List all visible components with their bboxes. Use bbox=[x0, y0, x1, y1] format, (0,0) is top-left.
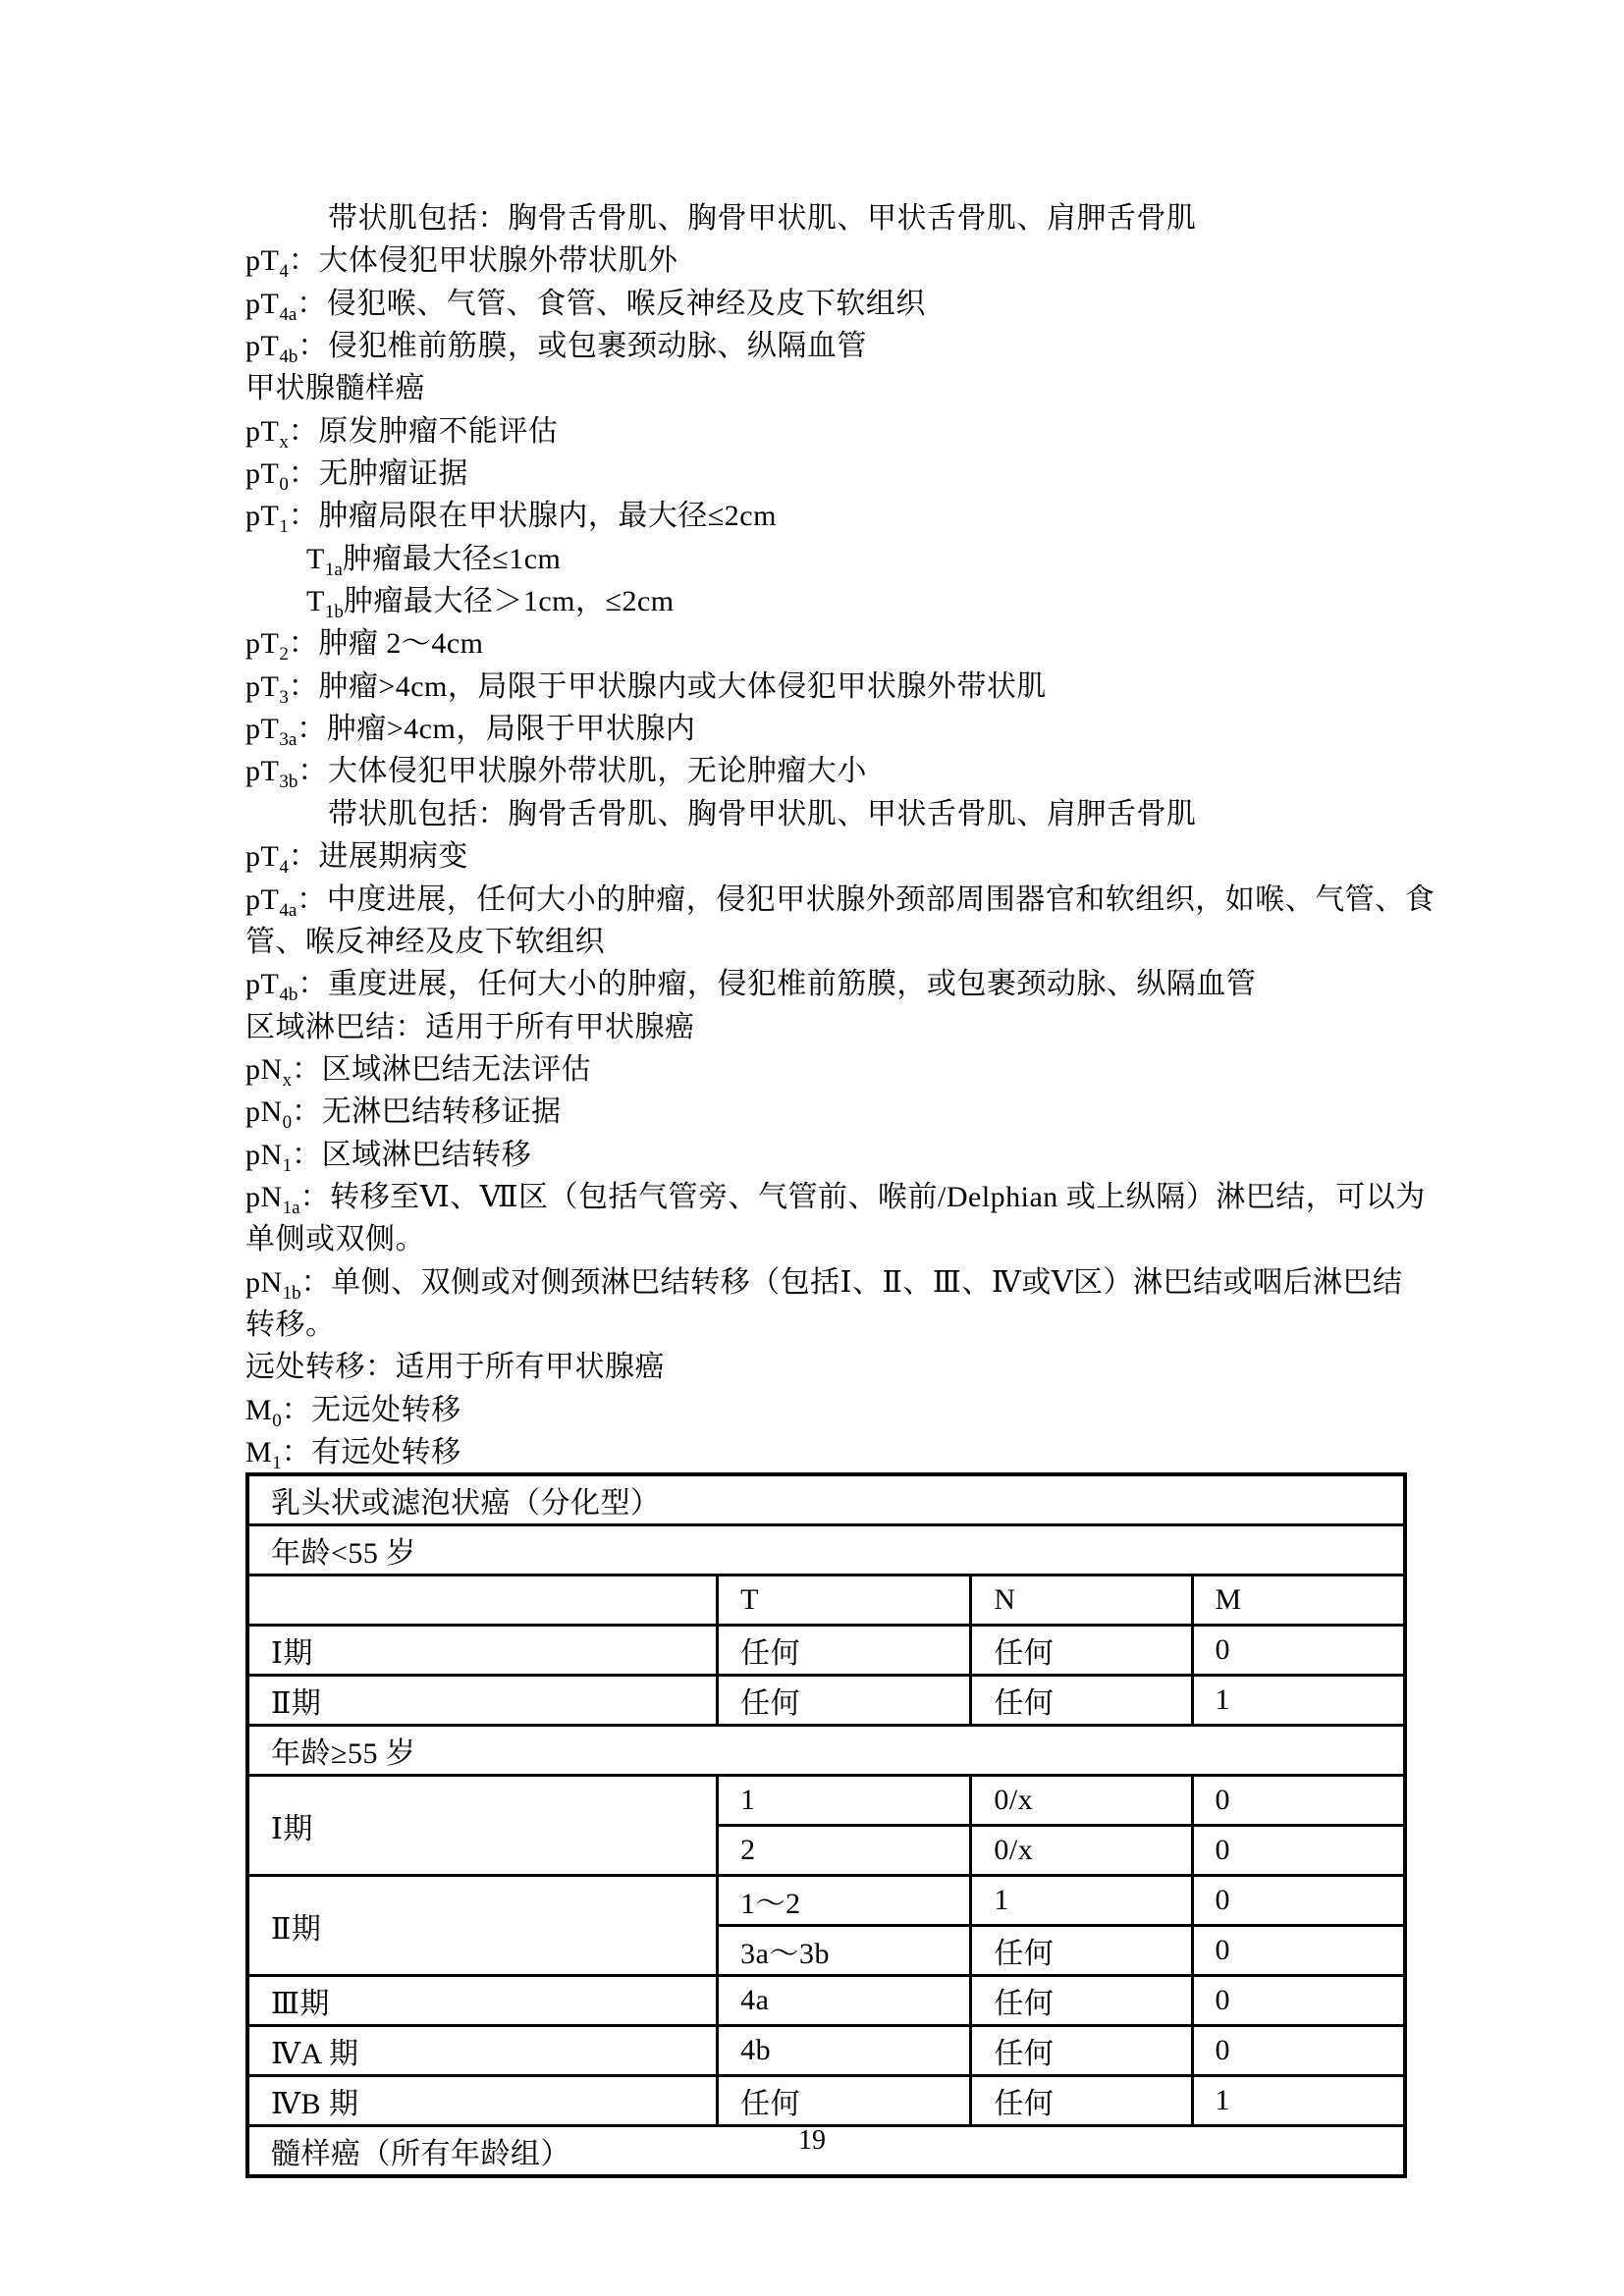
section-row bbox=[247, 1525, 1405, 1575]
line-text: ：大体侵犯甲状腺外带状肌，无论肿瘤大小 bbox=[298, 755, 867, 788]
column-header-row bbox=[247, 1575, 1405, 1626]
line-text: 转移。 bbox=[245, 1308, 336, 1341]
text-line bbox=[245, 580, 1414, 622]
n-value-cell: 1 bbox=[971, 1876, 1192, 1926]
text-line bbox=[245, 750, 1414, 792]
term-prefix: pT bbox=[245, 840, 280, 874]
term-subscript: x bbox=[282, 1069, 293, 1091]
t-value-cell: 任何 bbox=[718, 2076, 971, 2126]
n-value-cell: 任何 bbox=[971, 1926, 1192, 1976]
line-text: ：区域淋巴结无法评估 bbox=[292, 1052, 592, 1086]
term-subscript: 1 bbox=[279, 516, 289, 538]
term-prefix: T bbox=[306, 542, 325, 575]
term-subscript: 1 bbox=[272, 1452, 282, 1473]
line-text: 肿瘤最大径＞1cm，≤2cm bbox=[343, 585, 675, 618]
text-line bbox=[245, 240, 1414, 282]
n-value-cell: 任何 bbox=[971, 1676, 1192, 1726]
line-text: ：进展期病变 bbox=[288, 840, 468, 874]
line-text: 管、喉反神经及皮下软组织 bbox=[245, 925, 605, 958]
column-header-cell: N bbox=[971, 1575, 1192, 1626]
term-subscript: 4b bbox=[279, 985, 298, 1006]
n-value-cell: 0/x bbox=[971, 1826, 1192, 1876]
term-subscript: 1 bbox=[282, 1154, 293, 1176]
term-subscript: 4 bbox=[279, 261, 289, 283]
n-value-cell: 任何 bbox=[971, 1626, 1192, 1676]
text-line bbox=[245, 1389, 1414, 1431]
term-subscript: 4a bbox=[279, 303, 298, 325]
text-line bbox=[245, 835, 1414, 878]
text-line bbox=[245, 1261, 1414, 1304]
column-header-cell: T bbox=[718, 1575, 971, 1626]
term-prefix: M bbox=[245, 1435, 273, 1468]
term-prefix: pT bbox=[245, 500, 280, 533]
m-value-cell: 0 bbox=[1192, 2026, 1405, 2076]
staging-table bbox=[245, 1472, 1407, 2178]
line-text: ：有远处转移 bbox=[281, 1435, 461, 1468]
line-text: ：原发肿瘤不能评估 bbox=[288, 414, 559, 448]
data-row bbox=[247, 1676, 1405, 1726]
term-prefix: T bbox=[306, 585, 325, 618]
term-prefix: pN bbox=[245, 1180, 283, 1213]
t-value-cell: 1～2 bbox=[718, 1876, 971, 1926]
line-text: ：单侧、双侧或对侧颈淋巴结转移（包括Ⅰ、Ⅱ、Ⅲ、Ⅳ或Ⅴ区）淋巴结或咽后淋巴结 bbox=[300, 1265, 1403, 1299]
data-row bbox=[247, 2026, 1405, 2076]
m-value-cell: 0 bbox=[1192, 1776, 1405, 1826]
text-line bbox=[245, 325, 1414, 367]
m-value-cell: 1 bbox=[1192, 2076, 1405, 2126]
text-line bbox=[245, 1431, 1414, 1473]
text-line bbox=[245, 283, 1414, 325]
n-value-cell: 任何 bbox=[971, 1976, 1192, 2026]
n-value-cell: 0/x bbox=[971, 1776, 1192, 1826]
text-line bbox=[245, 538, 1414, 580]
m-value-cell: 0 bbox=[1192, 1876, 1405, 1926]
stage-cell: ⅣA 期 bbox=[247, 2026, 718, 2076]
text-line bbox=[245, 921, 1414, 963]
term-prefix: M bbox=[245, 1393, 273, 1426]
line-text: ：无肿瘤证据 bbox=[288, 457, 468, 491]
line-text: 甲状腺髓样癌 bbox=[245, 372, 425, 405]
data-row bbox=[247, 1976, 1405, 2026]
term-subscript: 1a bbox=[324, 559, 343, 580]
term-prefix: pN bbox=[245, 1095, 283, 1129]
text-line bbox=[245, 793, 1414, 835]
m-value-cell: 0 bbox=[1192, 1926, 1405, 1976]
line-text: 肿瘤最大径≤1cm bbox=[342, 542, 562, 575]
term-subscript: 4a bbox=[279, 899, 298, 921]
t-value-cell: 任何 bbox=[718, 1626, 971, 1676]
term-prefix: pT bbox=[245, 244, 280, 278]
line-text: ：侵犯喉、气管、食管、喉反神经及皮下软组织 bbox=[297, 287, 926, 320]
m-value-cell: 1 bbox=[1192, 1676, 1405, 1726]
section-label-cell: 髓样癌（所有年龄组） bbox=[247, 2126, 1405, 2177]
term-prefix: pT bbox=[245, 414, 280, 448]
term-subscript: x bbox=[279, 431, 289, 453]
term-subscript: 0 bbox=[279, 474, 289, 496]
line-text: ：重度进展，任何大小的肿瘤，侵犯椎前筋膜，或包裹颈动脉、纵隔血管 bbox=[298, 968, 1257, 1001]
stage-cell: Ⅰ期 bbox=[247, 1626, 718, 1676]
line-text: ：肿瘤>4cm，局限于甲状腺内或大体侵犯甲状腺外带状肌 bbox=[288, 669, 1047, 703]
line-text: ：大体侵犯甲状腺外带状肌外 bbox=[288, 244, 678, 278]
text-line bbox=[245, 1048, 1414, 1091]
line-text: 区域淋巴结：适用于所有甲状腺癌 bbox=[245, 1010, 695, 1043]
line-text: ：肿瘤 2～4cm bbox=[288, 627, 484, 661]
text-line bbox=[245, 495, 1414, 537]
stage-cell: Ⅱ期 bbox=[247, 1876, 718, 1976]
term-prefix: pT bbox=[245, 330, 280, 363]
text-line bbox=[245, 622, 1414, 665]
section-row bbox=[247, 1474, 1405, 1525]
page-number: 19 bbox=[798, 2125, 826, 2156]
line-text: ：肿瘤>4cm，局限于甲状腺内 bbox=[297, 713, 696, 746]
line-text: ：无远处转移 bbox=[281, 1393, 461, 1426]
text-line bbox=[245, 1091, 1414, 1133]
m-value-cell: 0 bbox=[1192, 1626, 1405, 1676]
stage-cell: Ⅱ期 bbox=[247, 1676, 718, 1726]
term-prefix: pT bbox=[245, 627, 280, 661]
column-header-cell bbox=[247, 1575, 718, 1626]
line-text: ：无淋巴结转移证据 bbox=[292, 1095, 562, 1129]
term-subscript: 0 bbox=[282, 1112, 293, 1134]
text-line bbox=[245, 879, 1435, 921]
data-row bbox=[247, 1776, 1405, 1826]
text-line bbox=[245, 1176, 1426, 1218]
term-prefix: pT bbox=[245, 968, 280, 1001]
term-subscript: 4 bbox=[279, 857, 289, 879]
t-value-cell: 4a bbox=[718, 1976, 971, 2026]
term-subscript: 3a bbox=[279, 729, 298, 751]
line-text: 单侧或双侧。 bbox=[245, 1223, 425, 1256]
term-subscript: 4b bbox=[279, 347, 298, 368]
text-line bbox=[245, 1304, 1414, 1346]
t-value-cell: 4b bbox=[718, 2026, 971, 2076]
section-row bbox=[247, 1726, 1405, 1776]
m-value-cell: 0 bbox=[1192, 1976, 1405, 2026]
t-value-cell: 2 bbox=[718, 1826, 971, 1876]
line-text: ：转移至Ⅵ、Ⅶ区（包括气管旁、气管前、喉前/Delphian 或上纵隔）淋巴结，可以为 bbox=[299, 1180, 1426, 1213]
term-subscript: 0 bbox=[272, 1410, 282, 1431]
tnm-staging-definitions bbox=[245, 197, 1435, 1473]
text-line bbox=[245, 197, 1414, 240]
text-line bbox=[245, 1346, 1414, 1388]
term-subscript: 3 bbox=[279, 686, 289, 708]
stage-cell: Ⅲ期 bbox=[247, 1976, 718, 2026]
text-line bbox=[245, 1134, 1414, 1176]
stage-cell: ⅣB 期 bbox=[247, 2076, 718, 2126]
text-line bbox=[245, 666, 1414, 708]
n-value-cell: 任何 bbox=[971, 2076, 1192, 2126]
line-text: 带状肌包括：胸骨舌骨肌、胸骨甲状肌、甲状舌骨肌、肩胛舌骨肌 bbox=[328, 202, 1197, 235]
line-text: 带状肌包括：胸骨舌骨肌、胸骨甲状肌、甲状舌骨肌、肩胛舌骨肌 bbox=[328, 797, 1197, 830]
text-line bbox=[245, 453, 1414, 495]
data-row bbox=[247, 2076, 1405, 2126]
column-header-cell: M bbox=[1192, 1575, 1405, 1626]
term-prefix: pT bbox=[245, 713, 280, 746]
term-prefix: pT bbox=[245, 287, 280, 320]
line-text: ：侵犯椎前筋膜，或包裹颈动脉、纵隔血管 bbox=[298, 330, 867, 363]
term-subscript: 1b bbox=[324, 602, 344, 623]
data-row bbox=[247, 1876, 1405, 1926]
term-prefix: pT bbox=[245, 457, 280, 491]
term-subscript: 2 bbox=[279, 644, 289, 666]
line-text: 远处转移：适用于所有甲状腺癌 bbox=[245, 1351, 665, 1384]
text-line bbox=[245, 1006, 1414, 1048]
term-prefix: pT bbox=[245, 755, 280, 788]
text-line bbox=[245, 708, 1414, 750]
term-subscript: 3b bbox=[279, 772, 298, 793]
text-line bbox=[245, 410, 1414, 453]
t-value-cell: 3a～3b bbox=[718, 1926, 971, 1976]
text-line bbox=[245, 963, 1414, 1005]
section-label-cell: 年龄<55 岁 bbox=[247, 1525, 1405, 1575]
section-label-cell: 乳头状或滤泡状癌（分化型） bbox=[247, 1474, 1405, 1525]
t-value-cell: 任何 bbox=[718, 1676, 971, 1726]
term-subscript: 1a bbox=[282, 1197, 300, 1218]
section-label-cell: 年龄≥55 岁 bbox=[247, 1726, 1405, 1776]
stage-cell: Ⅰ期 bbox=[247, 1776, 718, 1876]
term-prefix: pT bbox=[245, 669, 280, 703]
line-text: ：区域淋巴结转移 bbox=[292, 1138, 532, 1171]
data-row bbox=[247, 1626, 1405, 1676]
term-subscript: 1b bbox=[282, 1282, 301, 1304]
term-prefix: pT bbox=[245, 882, 280, 916]
m-value-cell: 0 bbox=[1192, 1826, 1405, 1876]
line-text: ：中度进展，任何大小的肿瘤，侵犯甲状腺外颈部周围器官和软组织，如喉、气管、食 bbox=[297, 882, 1435, 916]
term-prefix: pN bbox=[245, 1138, 283, 1171]
text-line bbox=[245, 1218, 1414, 1260]
term-prefix: pN bbox=[245, 1265, 283, 1299]
line-text: ：肿瘤局限在甲状腺内，最大径≤2cm bbox=[288, 500, 777, 533]
text-line bbox=[245, 367, 1414, 409]
term-prefix: pN bbox=[245, 1052, 283, 1086]
t-value-cell: 1 bbox=[718, 1776, 971, 1826]
n-value-cell: 任何 bbox=[971, 2026, 1192, 2076]
